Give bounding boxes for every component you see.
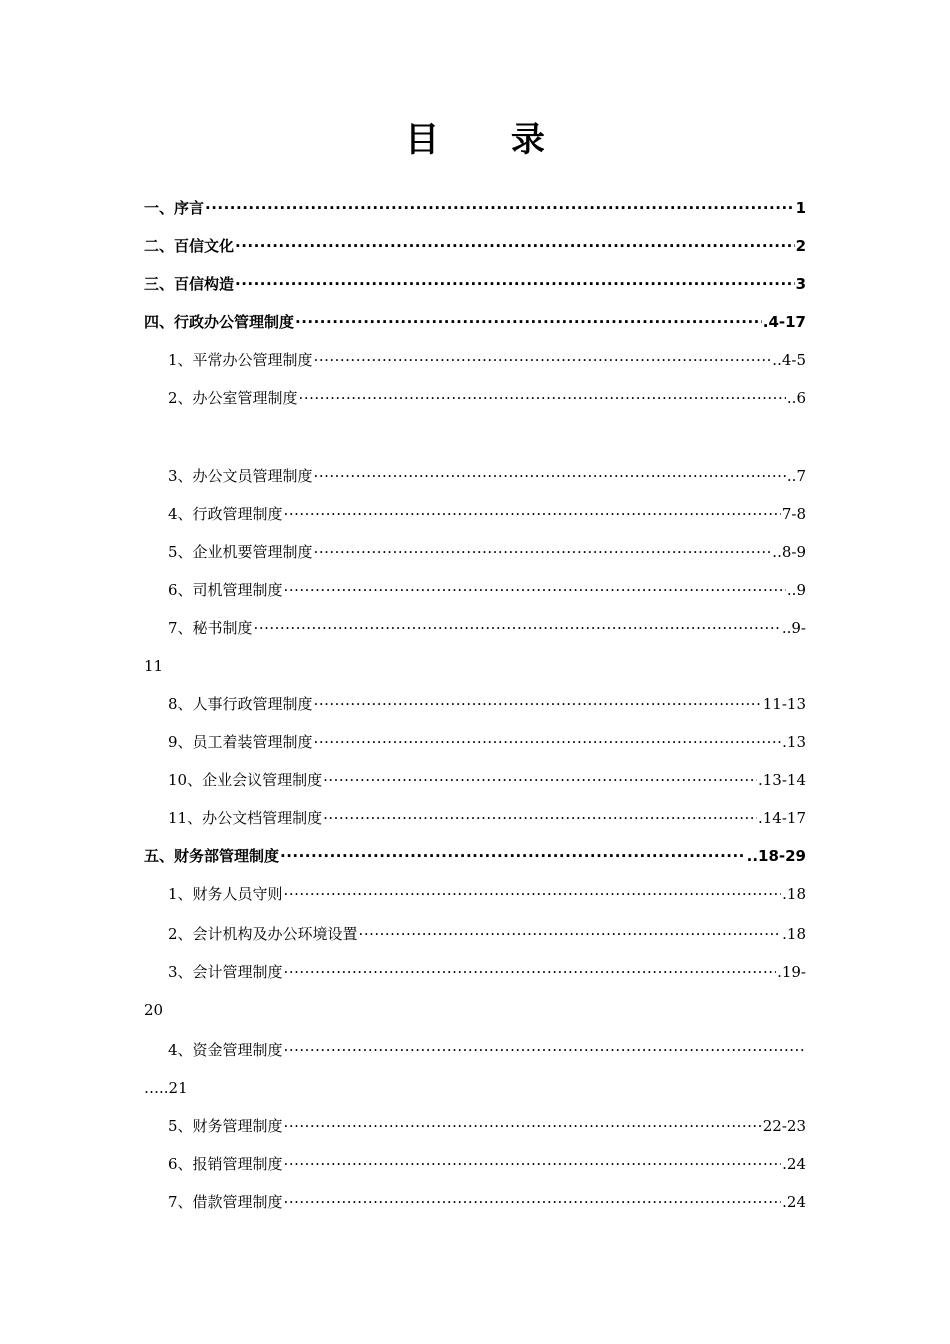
toc-page-number: .4-17 <box>762 313 806 331</box>
toc-leader-dots <box>323 768 757 792</box>
toc-page-number: .18 <box>782 925 806 943</box>
toc-entry <box>168 1152 806 1176</box>
toc-continuation: 20 <box>144 1001 164 1019</box>
toc-entry-label: 1、财务人员守则 <box>168 885 283 903</box>
toc-page-number: 2 <box>795 237 806 255</box>
toc-page-number: 22-23 <box>762 1117 806 1135</box>
toc-leader-dots <box>323 806 757 830</box>
toc-entry-label: 5、财务管理制度 <box>168 1117 283 1135</box>
toc-page-number: 3 <box>795 275 806 293</box>
toc-entry <box>144 310 806 334</box>
toc-entry <box>168 806 806 830</box>
toc-entry-label: 5、企业机要管理制度 <box>168 543 313 561</box>
toc-entry-label: 一、序言 <box>144 199 205 217</box>
toc-entry <box>168 882 806 906</box>
toc-entry <box>168 464 806 488</box>
toc-page-number: .13 <box>782 733 806 751</box>
toc-entry <box>168 730 806 754</box>
toc-entry <box>168 386 806 410</box>
toc-entry-label: 9、员工着装管理制度 <box>168 733 313 751</box>
toc-entry-label: 3、办公文员管理制度 <box>168 467 313 485</box>
toc-page-number: .13-14 <box>757 771 806 789</box>
toc-entry-label: 五、财务部管理制度 <box>144 847 280 865</box>
toc-page-number: ..9- <box>781 619 806 637</box>
toc-entry <box>168 502 806 526</box>
toc-page-number: .19- <box>777 963 806 981</box>
toc-entry <box>168 348 806 372</box>
toc-page-number: 7-8 <box>781 505 806 523</box>
toc-leader-dots <box>295 310 762 334</box>
toc-entry <box>144 844 806 868</box>
toc-entry-label: 10、企业会议管理制度 <box>168 771 323 789</box>
toc-entry-label: 1、平常办公管理制度 <box>168 351 313 369</box>
toc-entry <box>168 1038 806 1062</box>
toc-entry-label: 8、人事行政管理制度 <box>168 695 313 713</box>
toc-page-number: 1 <box>795 199 806 217</box>
toc-page-number: .14-17 <box>757 809 806 827</box>
toc-continuation: 11 <box>144 657 164 675</box>
toc-entry-label: 11、办公文档管理制度 <box>168 809 323 827</box>
toc-entry-label: 2、会计机构及办公环境设置 <box>168 925 358 943</box>
toc-leader-dots <box>254 616 781 640</box>
toc-entry-label: 7、秘书制度 <box>168 619 253 637</box>
toc-entry-label: 二、百信文化 <box>144 237 235 255</box>
toc-leader-dots <box>314 730 782 754</box>
toc-entry-label: 7、借款管理制度 <box>168 1193 283 1211</box>
toc-entry <box>168 960 806 984</box>
toc-leader-dots <box>314 464 786 488</box>
toc-entry <box>168 768 806 792</box>
toc-leader-dots <box>284 1190 782 1214</box>
toc-entry <box>168 540 806 564</box>
toc-entry <box>168 616 806 640</box>
toc-leader-dots <box>284 882 782 906</box>
toc-entry <box>168 1114 806 1138</box>
toc-leader-dots <box>280 844 746 868</box>
toc-entry-label: 6、司机管理制度 <box>168 581 283 599</box>
toc-leader-dots <box>284 578 786 602</box>
page-title: 目 录 <box>405 120 575 160</box>
toc-leader-dots <box>284 1152 782 1176</box>
toc-page-number: .24 <box>782 1155 806 1173</box>
toc-page-number: ..9 <box>786 581 806 599</box>
toc-entry-label: 6、报销管理制度 <box>168 1155 283 1173</box>
toc-entry <box>168 692 806 716</box>
toc-page-number: .24 <box>782 1193 806 1211</box>
toc-entry-label: 4、资金管理制度 <box>168 1041 283 1059</box>
toc-leader-dots <box>284 502 781 526</box>
toc-entry <box>144 272 806 296</box>
toc-leader-dots <box>314 348 772 372</box>
toc-entry-label: 4、行政管理制度 <box>168 505 283 523</box>
toc-leader-dots <box>314 540 772 564</box>
toc-leader-dots <box>284 960 777 984</box>
toc-entry <box>144 234 806 258</box>
toc-entry <box>144 196 806 220</box>
toc-page-number: ..18-29 <box>746 847 806 865</box>
toc-entry <box>168 922 806 946</box>
toc-entry <box>168 1190 806 1214</box>
toc-leader-dots <box>284 1038 805 1062</box>
toc-entry-label: 3、会计管理制度 <box>168 963 283 981</box>
toc-leader-dots <box>235 272 795 296</box>
toc-leader-dots <box>205 196 795 220</box>
toc-page-number: ..6 <box>786 389 806 407</box>
toc-page-number: ..4-5 <box>772 351 806 369</box>
toc-page-number: ..7 <box>786 467 806 485</box>
toc-page-number: .18 <box>782 885 806 903</box>
toc-entry-label: 三、百信构造 <box>144 275 235 293</box>
toc-entry <box>168 578 806 602</box>
toc-leader-dots <box>314 692 762 716</box>
toc-leader-dots <box>299 386 786 410</box>
toc-continuation: …..21 <box>144 1079 188 1097</box>
toc-page-number: ..8-9 <box>772 543 806 561</box>
toc-entry-label: 四、行政办公管理制度 <box>144 313 295 331</box>
toc-leader-dots <box>284 1114 762 1138</box>
toc-entry-label: 2、办公室管理制度 <box>168 389 298 407</box>
toc-leader-dots <box>235 234 795 258</box>
toc-page-number: 11-13 <box>762 695 806 713</box>
toc-leader-dots <box>359 922 782 946</box>
